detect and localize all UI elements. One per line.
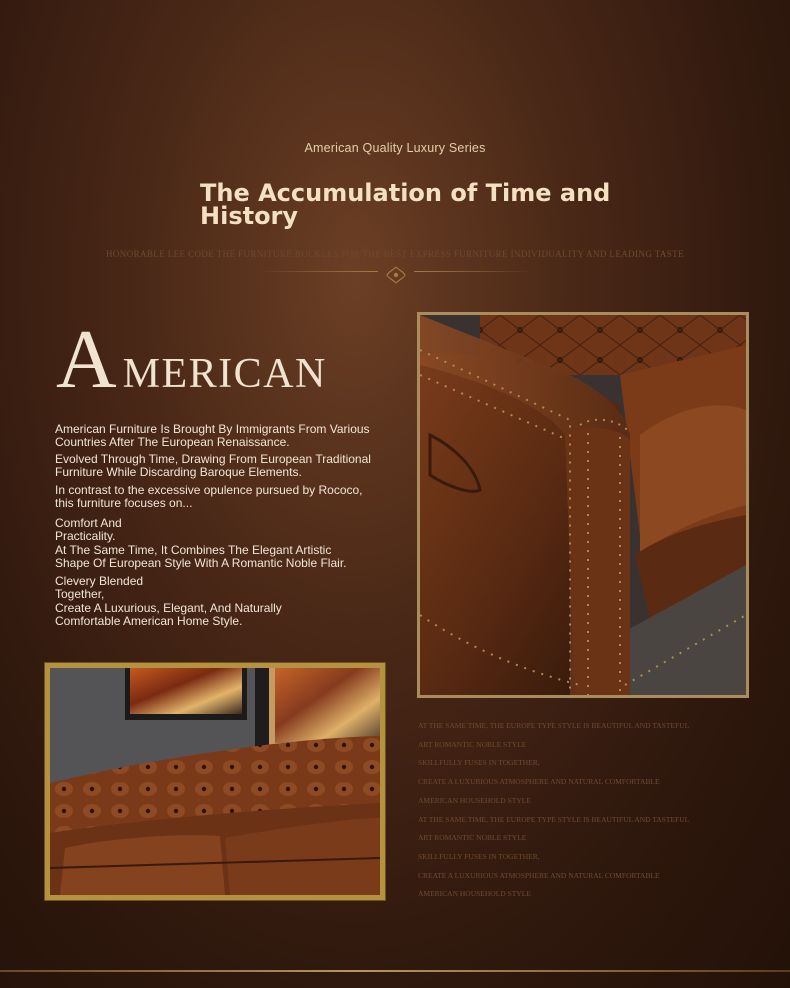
page-title xyxy=(200,179,620,230)
brand-wordmark xyxy=(56,313,327,406)
title-divider xyxy=(258,268,534,286)
faint-list-item: ART ROMANTIC NOBLE STYLE xyxy=(418,833,527,843)
desc-paragraph-6: Clevery Blended Together, xyxy=(55,574,144,601)
faint-list-item: AT THE SAME TIME, THE EUROPE TYPE STYLE IS BEAUTIFUL AND TASTEFUL xyxy=(418,814,690,824)
desc-paragraph-5: At The Same Time, It Combines The Elegant Artistic Shape Of European Style With A Romantic Noble Flair. xyxy=(55,543,347,570)
chesterfield-sofa-photo xyxy=(45,663,385,900)
divider-line-right xyxy=(414,271,534,272)
brand-rest: MERICAN xyxy=(122,351,327,397)
faint-list-item: AT THE SAME TIME, THE EUROPE TYPE STYLE IS BEAUTIFUL AND TASTEFUL xyxy=(418,721,690,730)
faint-list-item: AMERICAN HOUSEHOLD STYLE xyxy=(418,889,531,899)
faint-list-item: ART ROMANTIC NOBLE STYLE xyxy=(418,739,527,749)
series-label: American Quality Luxury Series xyxy=(304,141,486,155)
faint-tagline: HONORABLE LEE CODE THE FURNITURE BUCKLES FOR THE BEST EXPRESS FURNITURE INDIVIDUALITY AND LEADING TASTE xyxy=(106,249,684,259)
sofa-armrest-photo xyxy=(417,312,749,698)
faint-list-item: AMERICAN HOUSEHOLD STYLE xyxy=(418,795,531,805)
faint-list-item: SKILLFULLY FUSES IN TOGETHER, xyxy=(418,758,540,768)
faint-list-item: SKILLFULLY FUSES IN TOGETHER, xyxy=(418,851,540,861)
faint-list-item: CREATE A LUXURIOUS ATMOSPHERE AND NATURAL COMFORTABLE xyxy=(418,777,660,787)
desc-paragraph-1: American Furniture Is Brought By Immigrants From Various Countries After The European Renaissance. xyxy=(55,422,370,449)
desc-paragraph-2: Evolved Through Time, Drawing From European Traditional Furniture While Discarding Baroque Elements. xyxy=(55,452,371,479)
desc-paragraph-7: Create A Luxurious, Elegant, And Naturally Comfortable American Home Style. xyxy=(55,601,282,628)
divider-line-left xyxy=(258,271,378,272)
desc-paragraph-4: Comfort And Practicality. xyxy=(55,516,122,543)
ornament-icon xyxy=(385,266,407,284)
bottom-gold-divider xyxy=(0,970,790,972)
title-line-2: History xyxy=(200,202,299,230)
desc-paragraph-3: In contrast to the excessive opulence pursued by Rococo, this furniture focuses on... xyxy=(55,483,363,510)
faint-copy-list xyxy=(418,717,758,904)
faint-list-item: CREATE A LUXURIOUS ATMOSPHERE AND NATURAL COMFORTABLE xyxy=(418,870,660,880)
brand-initial: A xyxy=(56,313,117,406)
title-line-1: The Accumulation of Time and xyxy=(200,179,611,207)
